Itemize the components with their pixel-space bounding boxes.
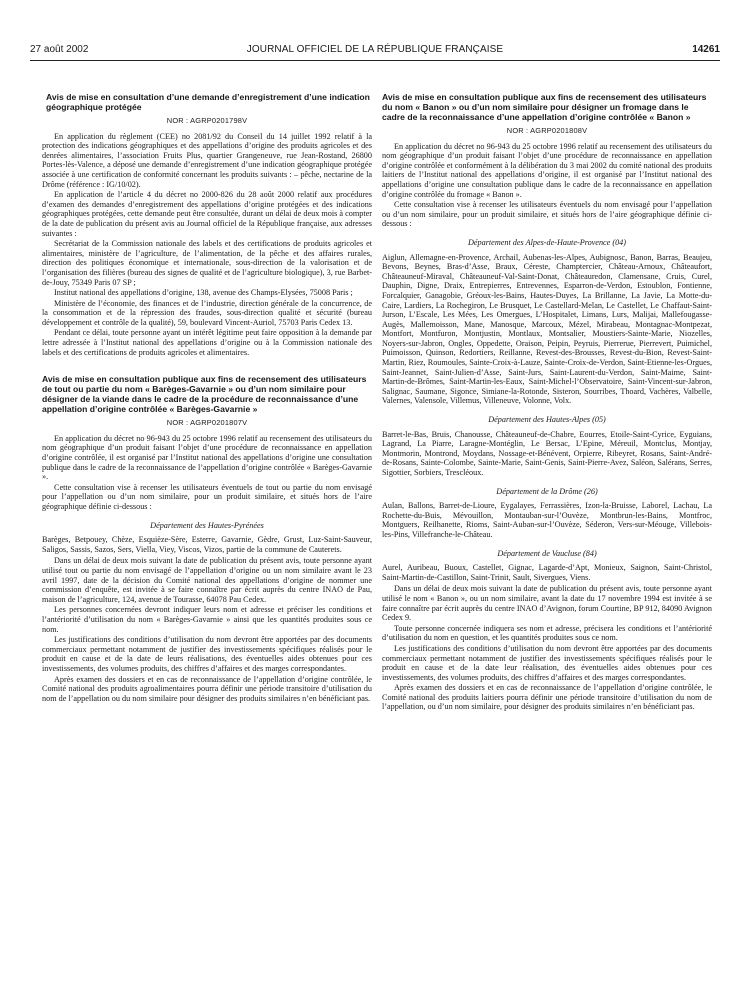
notice-title: Avis de mise en consultation d’une demande d’enregistrement d’une indication géographique protégée: [46, 92, 370, 112]
nor-reference: NOR : AGRP0201807V: [166, 418, 248, 428]
commune-list: Aulan, Ballons, Barret-de-Lioure, Eygalayes, Ferrassières, Izon-la-Bruisse, Laborel, Lachau, La Rochette-du-Buis, Mévouillon, Montauban-sur-l’Ouvèze, Montbrun-les-Bains, Montfroc, Montguers, Reilhanette, Rioms, Saint-Auban-sur-l’Ouvèze, Séderon, Vers-sur-Méouge, Villebois-les-Pins, Villefranche-le-Château.: [382, 501, 712, 539]
section-gap: [42, 358, 372, 374]
paragraph: Les justifications des conditions d’utilisation du nom devront être apportées par des documents commerciaux permettant notamment de justifier des investissements spécifiques réalisés pour le produit en cause et de la date de leurs réalisations, des éventuelles aides obtenues pour ces investissements, des volumes produits, des chiffres d’affaires et des marges correspondantes.: [42, 635, 372, 673]
paragraph: Après examen des dossiers et en cas de reconnaissance de l’appellation d’origine contrôlée, le Comité national des produits laitiers pourra définir une période transitoire d’utilisation du nom de l’appellation, ou d’un nom similaire, pour désigner des produits similaires n’en bénéficiant pas.: [382, 683, 712, 712]
notice-title: Avis de mise en consultation publique aux fins de recensement des utilisateurs de tout ou partie du nom « Barèges-Gavarnie » ou d’un nom similaire pour désigner de la viande dans le cadre de la procédure de reconnaissance d’une appellation d’origine contrôlée « Barèges-Gavarnie »: [42, 374, 367, 415]
commune-list: Aurel, Auribeau, Buoux, Castellet, Gignac, Lagarde-d’Apt, Monieux, Saignon, Saint-Christol, Saint-Martin-de-Castillon, Saint-Trinit, Sault, Sivergues, Viens.: [382, 563, 712, 582]
paragraph: Les personnes concernées devront indiquer leurs nom et adresse et préciser les conditions et l’antériorité d’utilisation du nom « Barèges-Gavarnie » ainsi que les quantités produites sous ce nom.: [42, 605, 372, 634]
notice-title: Avis de mise en consultation publique aux fins de recensement des utilisateurs du nom « Banon » ou d’un nom similaire pour désigner un fromage dans le cadre de la reconnaissance d’une appellation d’origine contrôlée « Banon »: [382, 92, 707, 122]
paragraph: Dans un délai de deux mois suivant la date de publication du présent avis, toute personne ayant utilisé tout ou partie du nom envisagé de l’appellation d’origine ou un nom similaire avant le 23 avril 1997, date de la décision du Comité national des appellations d’origine de nommer une commission d’enquête, est invitée à se faire connaître par écrit auprès du centre INAO de Pau, maison de l’agriculture, 124, avenue de Tourasse, 64078 Pau Cedex.: [42, 556, 372, 604]
paragraph: Toute personne concernée indiquera ses nom et adresse, précisera les conditions et l’antériorité d’utilisation du nom en question, et les quantités produites sous ce nom.: [382, 623, 712, 643]
page-number: 14261: [692, 44, 720, 55]
paragraph: En application du décret no 96-943 du 25 octobre 1996 relatif au recensement des utilisateurs du nom géographique d’un produit faisant l’objet d’une procédure de reconnaissance en appellation d’origine contrôlée et conformément à la délibération du 3 mai 2002 du comité national des produits laitiers de l’Institut national des appellations d’origine, il est organisé par l’Institut national des appellations d’origine une consultation publique dans le cadre de la reconnaissance en appellation d’origine contrôlée du fromage « Banon ».: [382, 141, 712, 199]
notice-bareges-gavarnie: [42, 374, 372, 703]
department-heading: Département de Vaucluse (84): [497, 548, 597, 558]
paragraph: Institut national des appellations d’origine, 138, avenue des Champs-Elysées, 75008 Paris ;: [54, 288, 353, 298]
notice-igp-peche: [42, 92, 372, 357]
paragraph: Secrétariat de la Commission nationale des labels et des certifications de produits agricoles et alimentaires, ministère de l’agriculture, de l’alimentation, de la pêche et des affaires rurales, direction des politiques économique et internationale, sous-direction de la valorisation et de l’organisation des filières (bureau des signes de qualité et de l’agriculture biologique), 3, rue Barbet-de-Jouy, 75349 Paris 07 SP ;: [42, 239, 372, 287]
commune-list: Barret-le-Bas, Bruis, Chanousse, Châteauneuf-de-Chabre, Eourres, Etoile-Saint-Cyrice, Eyguians, Lagrand, La Piarre, Laragne-Montéglin, Le Bersac, L’Epine, Méreuil, Montclus, Montjay, Montmorin, Montrond, Moydans, Nossage-et-Bénévent, Orpierre, Ribeyret, Rosans, Saint-André-de-Rosans, Sainte-Colombe, Sainte-Marie, Saint-Genis, Saint-Pierre-Avez, Saléon, Salérans, Serres, Sigottier, Sorbiers, Trescléoux.: [382, 429, 712, 477]
department-heading: Département des Hautes-Alpes (05): [488, 415, 606, 425]
left-column: [42, 92, 372, 704]
paragraph: Dans un délai de deux mois suivant la date de publication du présent avis, toute personne ayant utilisé le nom « Banon », ou un nom similaire, avant la date du 17 novembre 1994 est invitée à se faire connaître par écrit auprès du centre INAO d’Avignon, forum Courtine, BP 912, 84090 Avignon Cedex 9.: [382, 584, 712, 623]
paragraph: Ministère de l’économie, des finances et de l’industrie, direction générale de la concurrence, de la consommation et de la répression des fraudes, sous-direction qualité et sécurité (bureau développement et contrôle de la qualité), 59, boulevard Vincent-Auriol, 75703 Paris Cedex 13.: [42, 298, 372, 327]
nor-reference: NOR : AGRP0201798V: [166, 116, 248, 125]
department-heading: Département des Hautes-Pyrénées: [150, 520, 264, 530]
paragraph: Après examen des dossiers et en cas de reconnaissance de l’appellation d’origine contrôlée, le Comité national des produits agroalimentaires pourra définir une période transitoire d’utilisation du nom de l’appellation ou du nom similaire pour désigner des produits similaires n’en bénéficiant pas.: [42, 674, 372, 703]
paragraph: Les justifications des conditions d’utilisation du nom devront être apportées par des documents commerciaux permettant notamment de justifier des investissements spécifiques réalisés pour le produit en cause et de la date leur réalisation, des éventuelles aides obtenues pour ces investissements, des volumes produits, des chiffres d’affaires et des marges correspondantes.: [382, 643, 712, 682]
paragraph: En application de l’article 4 du décret no 2000-826 du 28 août 2000 relatif aux procédures d’examen des demandes d’enregistrement des appellations d’origine protégées et des indications géographiques protégées, cette demande peut être consultée, durant un délai de deux mois à compter de la date de publication du présent avis au Journal officiel de la République française, aux adresses suivantes :: [42, 190, 372, 238]
notice-banon: [382, 92, 712, 712]
header-rule: [30, 60, 720, 61]
paragraph: Cette consultation vise à recenser les utilisateurs éventuels de tout ou partie du nom envisagé pour l’appellation ou d’un nom similaire, pour un produit similaire, et situés hors de l’aire géographique définie ci-dessous :: [42, 482, 372, 511]
paragraph: Cette consultation vise à recenser les utilisateurs éventuels du nom envisagé pour l’appellation ou d’un nom similaire, pour un produit similaire, et situés hors de l’aire géographique définie ci-dessous :: [382, 200, 712, 229]
paragraph: En application du règlement (CEE) no 2081/92 du Conseil du 14 juillet 1992 relatif à la protection des indications géographiques et des appellations d’origine des produits agricoles et des denrées alimentaires, l’association Fruits Plus, quartier Grangeneuve, rue Jean-Rostand, 26800 Portes-lès-Valence, a déposé une demande d’enregistrement d’une indication géographique protégée associée à une certification de conformité concernant les produits suivants : – pêche, nectarine de la Drôme (référence : IG/10/02).: [42, 131, 372, 189]
page-header: [30, 44, 720, 58]
nor-reference: NOR : AGRP0201808V: [506, 126, 588, 135]
commune-list: Barèges, Betpouey, Chèze, Esquièze-Sère, Esterre, Gavarnie, Gèdre, Grust, Luz-Saint-Sauveur, Saligos, Sassis, Sazos, Sers, Viella, Viey, Viscos, Vizos, partie de la commune de Cauterets.: [42, 535, 372, 554]
paragraph: Pendant ce délai, toute personne ayant un intérêt légitime peut faire opposition à la demande par lettre adressée à l’Institut national des appellations d’origine ou à la Commission nationale des labels et des certifications de produits agricoles et alimentaires.: [42, 328, 372, 357]
header-date: 27 août 2002: [30, 44, 89, 55]
department-heading: Département de la Drôme (26): [496, 486, 598, 496]
paragraph: En application du décret no 96-943 du 25 octobre 1996 relatif au recensement des utilisateurs du nom géographique d’un produit faisant l’objet d’une procédure de reconnaissance en appellation d’origine contrôlée, il est organisé par l’Institut national des appellations d’origine une consultation publique dans le cadre de la reconnaissance de l’appellation d’origine contrôlée « Barèges-Gavarnie ».: [42, 433, 372, 482]
department-heading: Département des Alpes-de-Haute-Provence (04): [467, 237, 626, 247]
right-column: [382, 92, 712, 713]
commune-list: Aiglun, Allemagne-en-Provence, Archail, Aubenas-les-Alpes, Aubignosc, Banon, Barras, Beaujeu, Bevons, Beynes, Bras-d’Asse, Braux, Céreste, Champtercier, Château-Arnoux, Châteaufort, Châteauneuf-Miraval, Châteauneuf-Val-Saint-Donat, Châteauredon, Clamensane, Cruis, Curel, Dauphin, Digne, Draix, Entrepierres, Entrevennes, Esparron-de-Verdon, Estoublon, Fontienne, Forcalquier, Ganagobie, Gréoux-les-Bains, Hautes-Duyes, La Brillanne, La Javie, La Motte-du-Caire, Lardiers, La Rochegiron, Le Brusquet, Le Castellard-Melan, Le Castellet, Le Chaffaut-Saint-Jurson, L’Escale, Les Mées, Les Omergues, L’Hospitalet, Limans, Lurs, Malijai, Mallefougasse-Augès, Mallemoisson, Mane, Manosque, Marcoux, Mézel, Mirabeau, Montagnac-Montpezat, Montfort, Montfuron, Montjustin, Montlaux, Montsalier, Moustiers-Sainte-Marie, Niozelles, Noyers-sur-Jabron, Ongles, Oppedette, Oraison, Peipin, Peyruis, Pierrerue, Pierrevert, Puimichel, Puimoisson, Quinson, Redortiers, Reillanne, Revest-des-Brousses, Revest-du-Bion, Revest-Saint-Martin, Riez, Roumoules, Sainte-Croix-à-Lauze, Sainte-Croix-de-Verdon, Saint-Etienne-les-Orgues, Saint-Jeannet, Saint-Julien-d’Asse, Saint-Jurs, Saint-Laurent-du-Verdon, Saint-Maime, Saint-Martin-de-Brômes, Saint-Martin-les-Eaux, Saint-Michel-l’Observatoire, Saint-Vincent-sur-Jabron, Salignac, Saumane, Sigonce, Simiane-la-Rotonde, Sisteron, Sourribes, Thoard, Vachères, Valbelle, Valernes, Valensole, Villemus, Villeneuve, Volonne, Volx.: [382, 252, 712, 406]
journal-title: JOURNAL OFFICIEL DE LA RÉPUBLIQUE FRANÇAISE: [246, 44, 504, 55]
